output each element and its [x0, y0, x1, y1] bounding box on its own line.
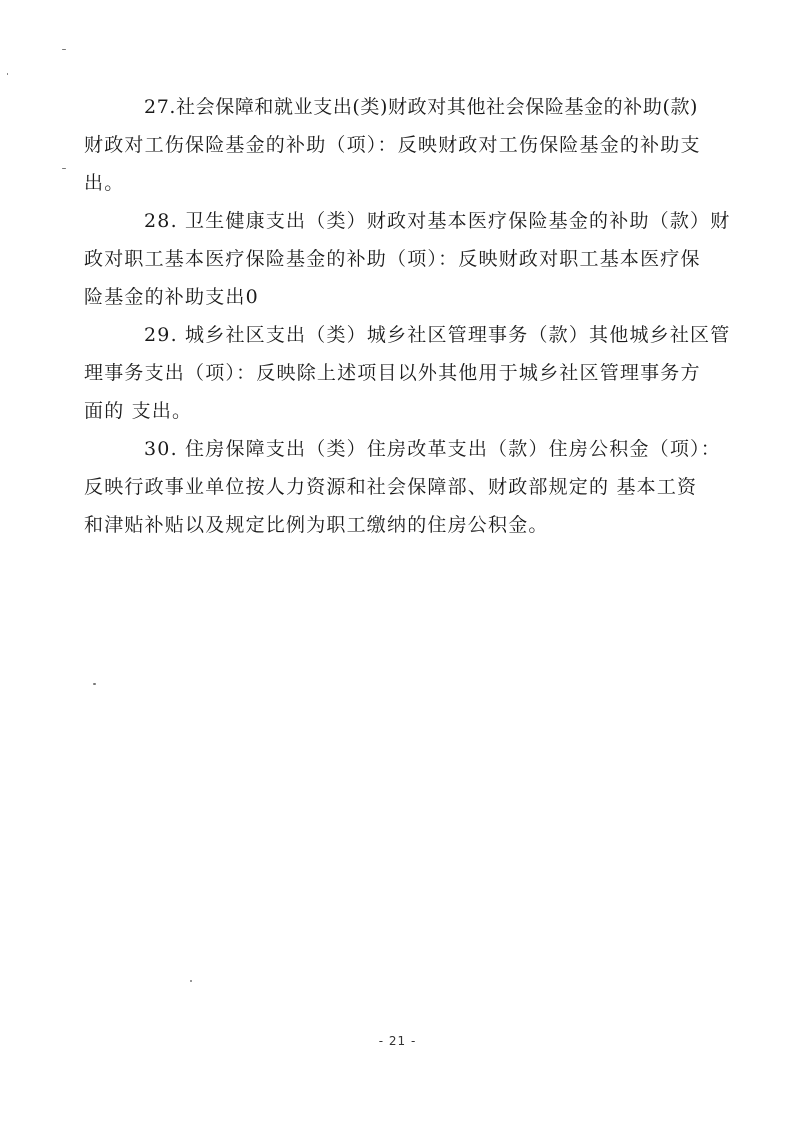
paragraph-29: [84, 316, 746, 430]
paragraph-line: 政对职工基本医疗保险基金的补助（项）：反映财政对职工基本医疗保: [84, 248, 701, 270]
paragraph-28: [84, 202, 746, 316]
scan-speck: [62, 49, 66, 50]
scan-speck: [190, 980, 192, 982]
paragraph-line: 和津贴补贴以及规定比例为职工缴纳的住房公积金。: [84, 514, 549, 536]
paragraph-line: 理事务支出（项）：反映除上述项目以外其他用于城乡社区管理事务方: [84, 362, 701, 384]
paragraph-line: 险基金的补助支出0: [84, 286, 259, 308]
scan-speck: [62, 168, 66, 169]
paragraph-line: 28. 卫生健康支出（类）财政对基本医疗保险基金的补助（款）财: [144, 210, 731, 232]
paragraph-line: 29. 城乡社区支出（类）城乡社区管理事务（款）其他城乡社区管: [144, 324, 731, 346]
paragraph-27: [84, 88, 746, 202]
paragraph-line: 反映行政事业单位按人力资源和社会保障部、财政部规定的 基本工资: [84, 476, 698, 498]
paragraph-line: 27.社会保障和就业支出(类)财政对其他社会保险基金的补助(款): [144, 96, 699, 118]
paragraph-line: 面的 支出。: [84, 400, 193, 422]
scan-speck: [93, 683, 96, 685]
scan-speck: [7, 73, 8, 75]
paragraph-30: [84, 430, 746, 544]
paragraph-line: 30. 住房保障支出（类）住房改革支出（款）住房公积金（项）：: [144, 438, 721, 460]
page-number: - 21 -: [378, 1034, 417, 1048]
document-body: [84, 88, 746, 544]
paragraph-line: 财政对工伤保险基金的补助（项）：反映财政对工伤保险基金的补助支: [84, 134, 701, 156]
paragraph-line: 出。: [84, 172, 125, 194]
